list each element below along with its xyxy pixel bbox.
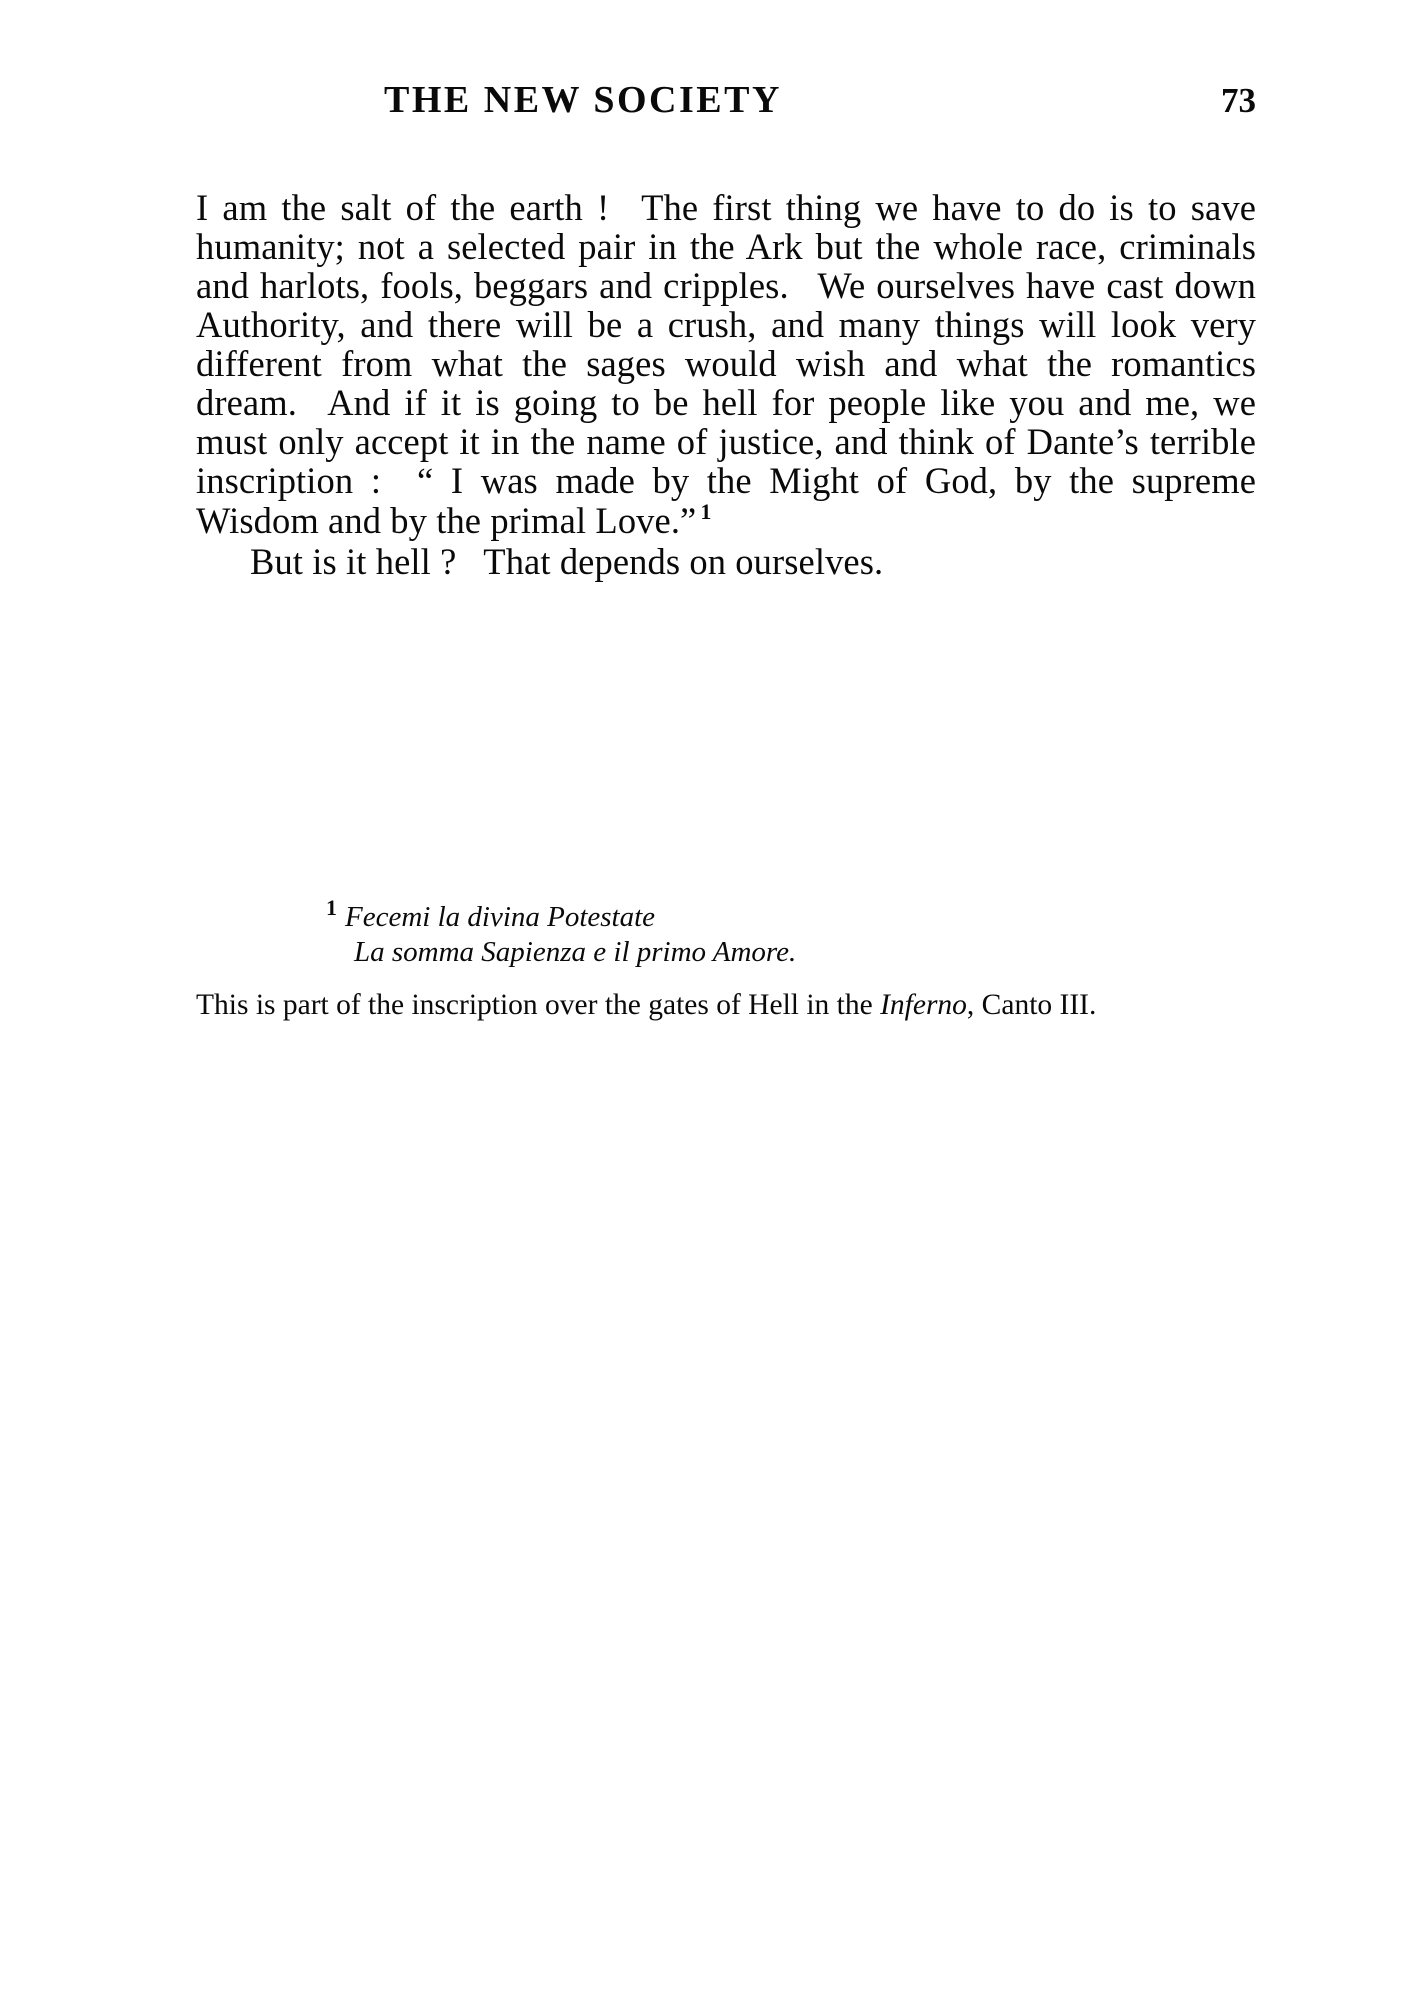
footnote-note-block bbox=[196, 988, 1260, 1024]
footnote-marker: 1 bbox=[326, 895, 337, 921]
footnote-note-part-1: This is part of the inscription over the gates of Hell in the bbox=[196, 989, 873, 1021]
footnote-verse-block bbox=[196, 895, 1256, 971]
footnote-reference-1: 1 bbox=[700, 499, 712, 525]
paragraph-1-text: I am the salt of the earth ! The first thing we have to do is to save humanity; not a selected pair in the Ark but the whole race, criminals and harlots, fools, beggars and cripples. We ourselves have cast down Authority, and there will be a crush, and many things will look very different from what the sages would wish and what the romantics dream. And if it is going to be hell for people like you and me, we must only accept it in the name of justice, and think of Dante’s terrible inscription : “ I was made by the Might of God, by the supreme Wisdom and by the primal Love.” bbox=[196, 187, 1256, 541]
footnote-verse-line-2: La somma Sapienza e il primo Amore. bbox=[354, 936, 797, 969]
paragraph-1 bbox=[196, 188, 1256, 540]
page-number: 73 bbox=[1221, 81, 1256, 120]
body-text-block bbox=[196, 188, 1256, 581]
running-head bbox=[196, 78, 1256, 122]
footnote-verse-line-1 bbox=[196, 895, 1256, 935]
footnote-verse-line-1-text: Fecemi la divina Potestate bbox=[345, 901, 656, 933]
paragraph-2: But is it hell ? That depends on ourselves. bbox=[250, 540, 884, 582]
footnote-note-part-2: , Canto III. bbox=[966, 989, 1097, 1021]
page-title: THE NEW SOCIETY bbox=[384, 79, 782, 121]
footnote-note-italic-title: Inferno bbox=[880, 989, 967, 1021]
